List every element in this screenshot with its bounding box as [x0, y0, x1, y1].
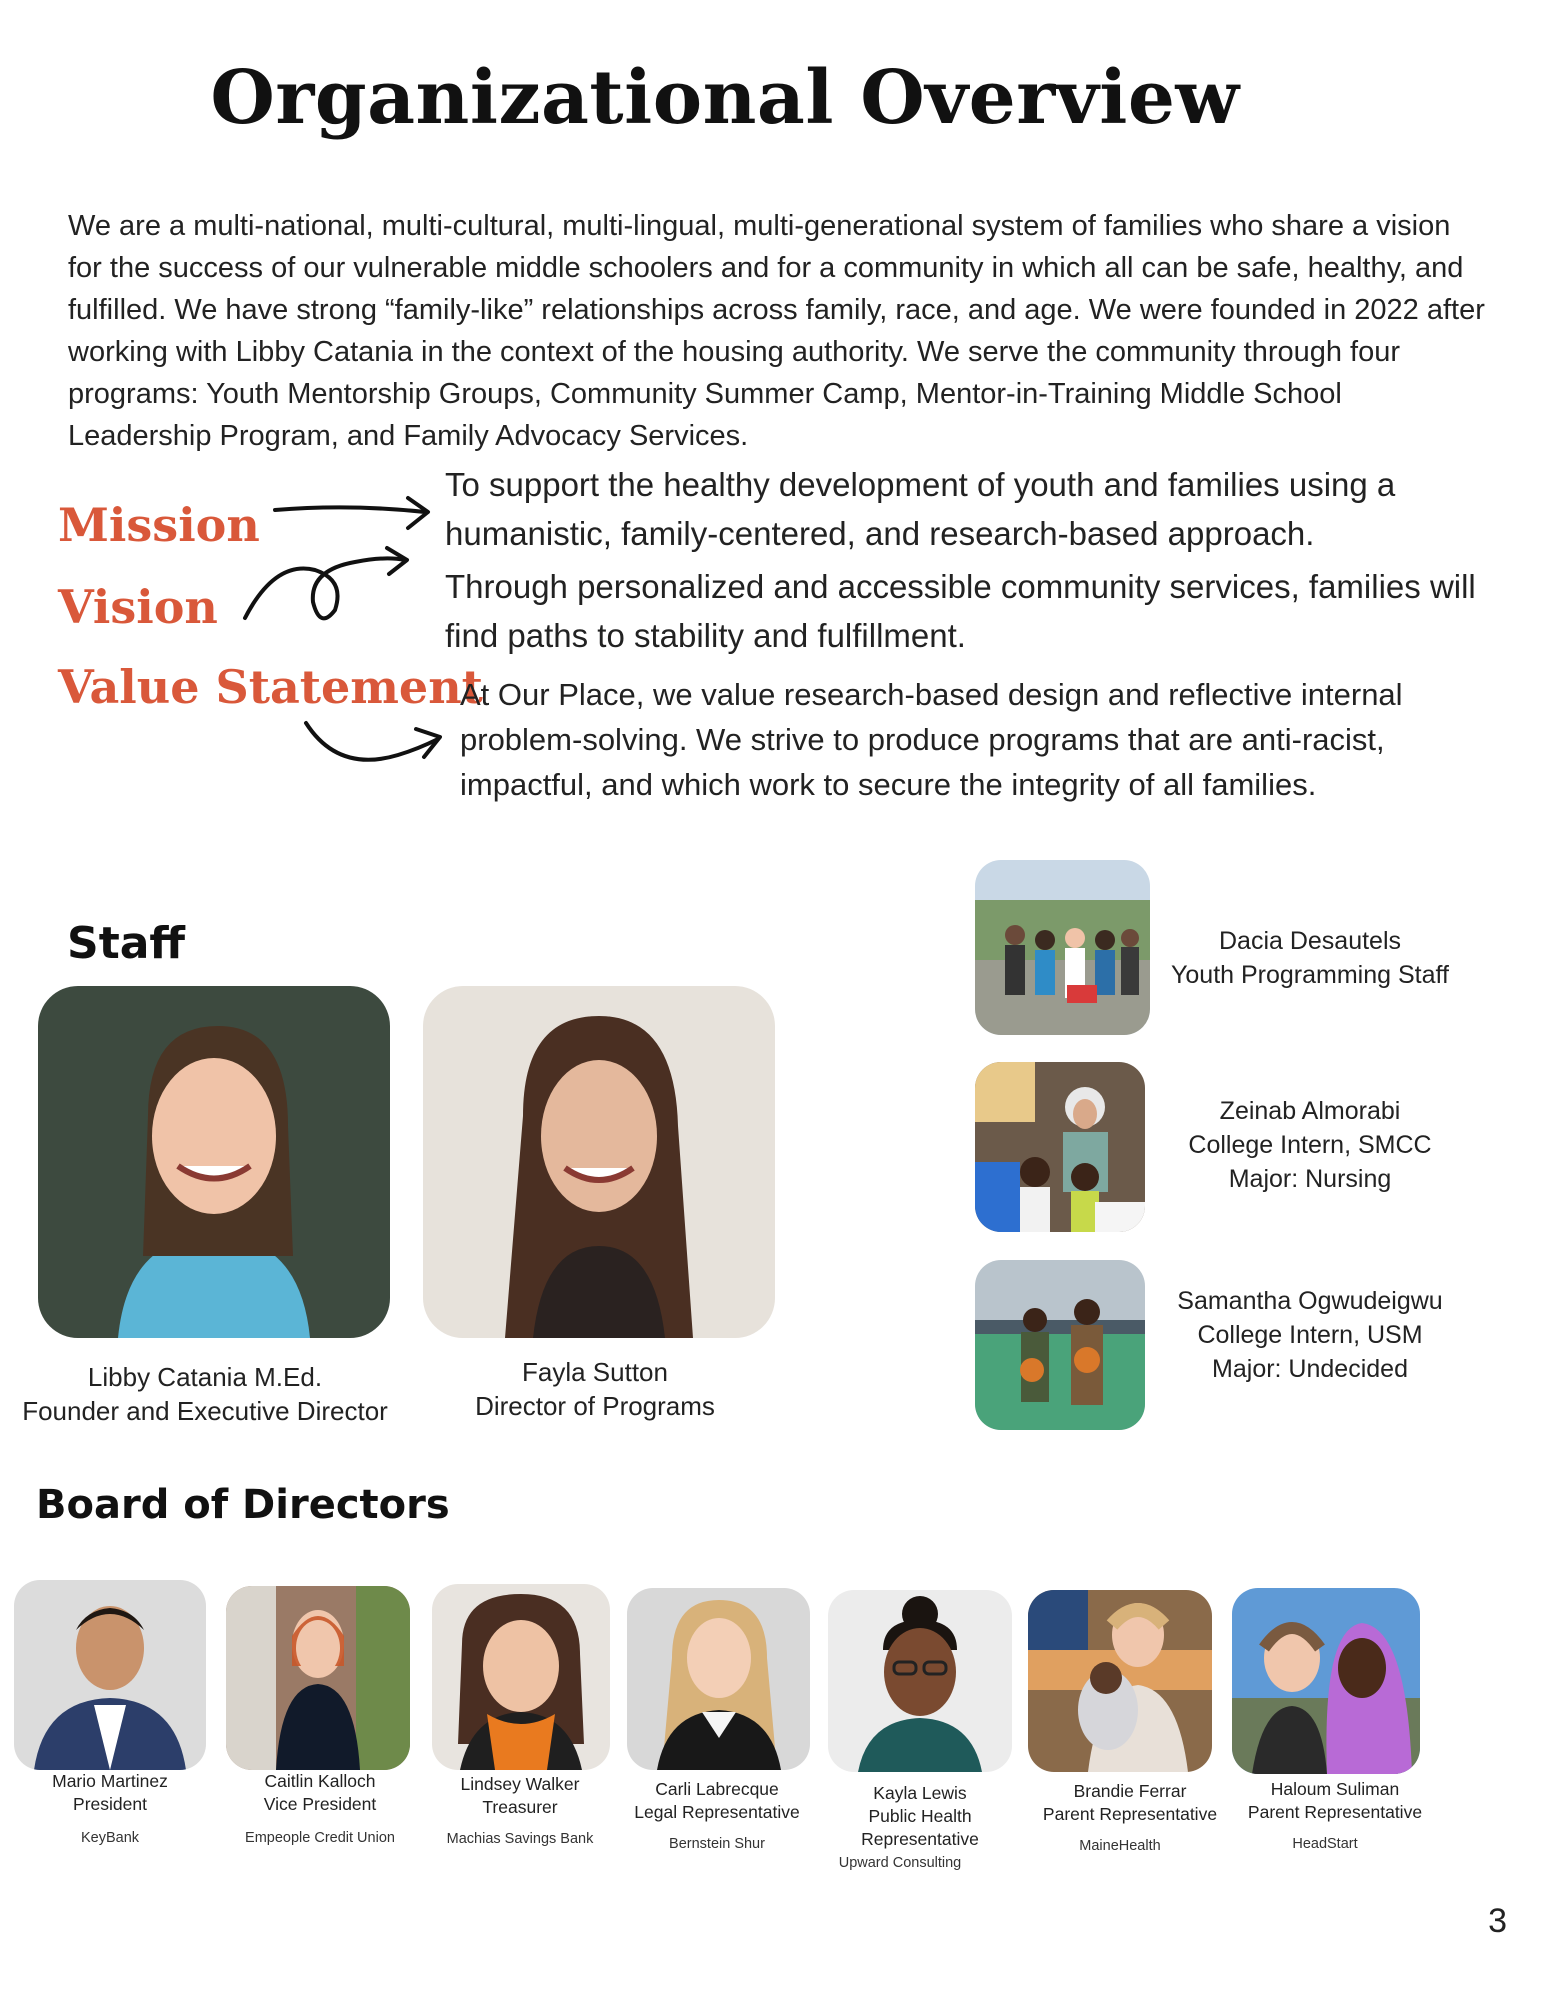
board-member-role: President	[73, 1794, 147, 1814]
value-statement-text: At Our Place, we value research-based design and reflective internal problem-solving. We strive to produce programs that are anti-racist, impactful, and which work to secure the integrity of all families.	[460, 677, 1403, 802]
board-member-mario	[10, 1770, 210, 1846]
board-heading: Board of Directors	[36, 1482, 450, 1528]
staff-major: Major: Undecided	[1212, 1355, 1408, 1383]
staff-role: Youth Programming Staff	[1171, 961, 1449, 989]
side-photo-zeinab	[975, 1062, 1145, 1232]
board-member-org: Empeople Credit Union	[245, 1830, 395, 1846]
page-title: Organizational Overview	[210, 55, 1240, 141]
board-member-role: Parent Representative	[1042, 1804, 1218, 1824]
page-number: 3	[1488, 1902, 1507, 1940]
board-member-org: Bernstein Shur	[669, 1836, 765, 1852]
staff-heading: Staff	[67, 918, 186, 969]
loop-arrow-icon	[235, 540, 415, 630]
staff-caption-libby	[0, 1360, 410, 1428]
board-photo-haloum	[1232, 1588, 1420, 1774]
board-member-org: KeyBank	[80, 1830, 140, 1846]
board-photo-brandie	[1028, 1590, 1212, 1772]
staff-role: College Intern, SMCC	[1188, 1131, 1432, 1159]
board-member-kayla	[820, 1782, 1020, 1871]
board-member-caitlin	[220, 1770, 420, 1846]
board-member-org: MaineHealth	[1079, 1838, 1161, 1854]
staff-name: Zeinab Almorabi	[1219, 1097, 1401, 1125]
board-member-name: Lindsey Walker	[460, 1774, 580, 1794]
staff-role: Director of Programs	[475, 1391, 715, 1421]
staff-role: Founder and Executive Director	[22, 1396, 388, 1426]
staff-name: Libby Catania M.Ed.	[87, 1362, 323, 1392]
arrow-right-icon	[270, 490, 440, 540]
vision-label: Vision	[58, 580, 218, 634]
board-member-org: HeadStart	[1292, 1836, 1358, 1852]
side-caption-zeinab	[1145, 1094, 1475, 1196]
side-caption-dacia	[1145, 924, 1475, 992]
board-member-haloum	[1230, 1778, 1440, 1852]
staff-name: Fayla Sutton	[522, 1357, 668, 1387]
mission-label: Mission	[58, 498, 260, 552]
staff-photo-fayla	[423, 986, 775, 1338]
staff-caption-fayla	[400, 1355, 790, 1423]
staff-name: Dacia Desautels	[1218, 927, 1402, 955]
side-photo-samantha	[975, 1260, 1145, 1430]
board-photo-carli	[627, 1588, 810, 1770]
vision-text: Through personalized and accessible community services, families will find paths to stability and fulfillment.	[445, 568, 1476, 654]
board-member-org: Machias Savings Bank	[446, 1831, 594, 1847]
staff-photo-libby	[38, 986, 390, 1338]
board-member-lindsey	[420, 1773, 620, 1847]
board-member-role: Treasurer	[482, 1797, 558, 1817]
board-member-name: Brandie Ferrar	[1073, 1781, 1187, 1801]
intro-paragraph: We are a multi-national, multi-cultural, multi-lingual, multi-generational system of families who share a vision for the success of our vulnerable middle schoolers and for a community in which all can be safe, healthy, and fulfilled. We have strong “family-like” relationships across family, race, and age. We were founded in 2022 after working with Libby Catania in the context of the housing authority. We serve the community through four programs: Youth Mentorship Groups, Community Summer Camp, Mentor-in-Training Middle School Leadership Program, and Family Advocacy Services.	[68, 210, 1485, 452]
mission-text: To support the healthy development of youth and families using a humanistic, family-centered, and research-based approach.	[445, 466, 1396, 552]
staff-major: Major: Nursing	[1228, 1165, 1392, 1193]
board-member-carli	[617, 1778, 817, 1852]
curved-arrow-icon	[298, 715, 448, 775]
side-photo-dacia	[975, 860, 1150, 1035]
board-photo-caitlin	[226, 1586, 410, 1770]
board-photo-lindsey	[432, 1584, 610, 1770]
board-member-name: Mario Martinez	[52, 1771, 168, 1791]
board-member-org: Upward Consulting	[838, 1855, 962, 1871]
board-member-name: Haloum Suliman	[1270, 1779, 1400, 1799]
board-member-role: Public Health	[868, 1806, 972, 1826]
board-photo-kayla	[828, 1590, 1012, 1772]
staff-name: Samantha Ogwudeigwu	[1177, 1287, 1443, 1315]
side-caption-samantha	[1145, 1284, 1475, 1386]
board-photo-mario	[14, 1580, 206, 1770]
value-statement-label: Value Statement	[58, 660, 483, 714]
board-member-name: Kayla Lewis	[873, 1783, 967, 1803]
board-member-role-line2: Representative	[861, 1829, 979, 1849]
board-member-name: Caitlin Kalloch	[264, 1771, 376, 1791]
board-member-role: Vice President	[263, 1794, 377, 1814]
board-member-brandie	[1025, 1780, 1235, 1854]
board-member-name: Carli Labrecque	[655, 1779, 779, 1799]
board-member-role: Parent Representative	[1247, 1802, 1423, 1822]
staff-role: College Intern, USM	[1197, 1321, 1423, 1349]
board-member-role: Legal Representative	[634, 1802, 800, 1822]
